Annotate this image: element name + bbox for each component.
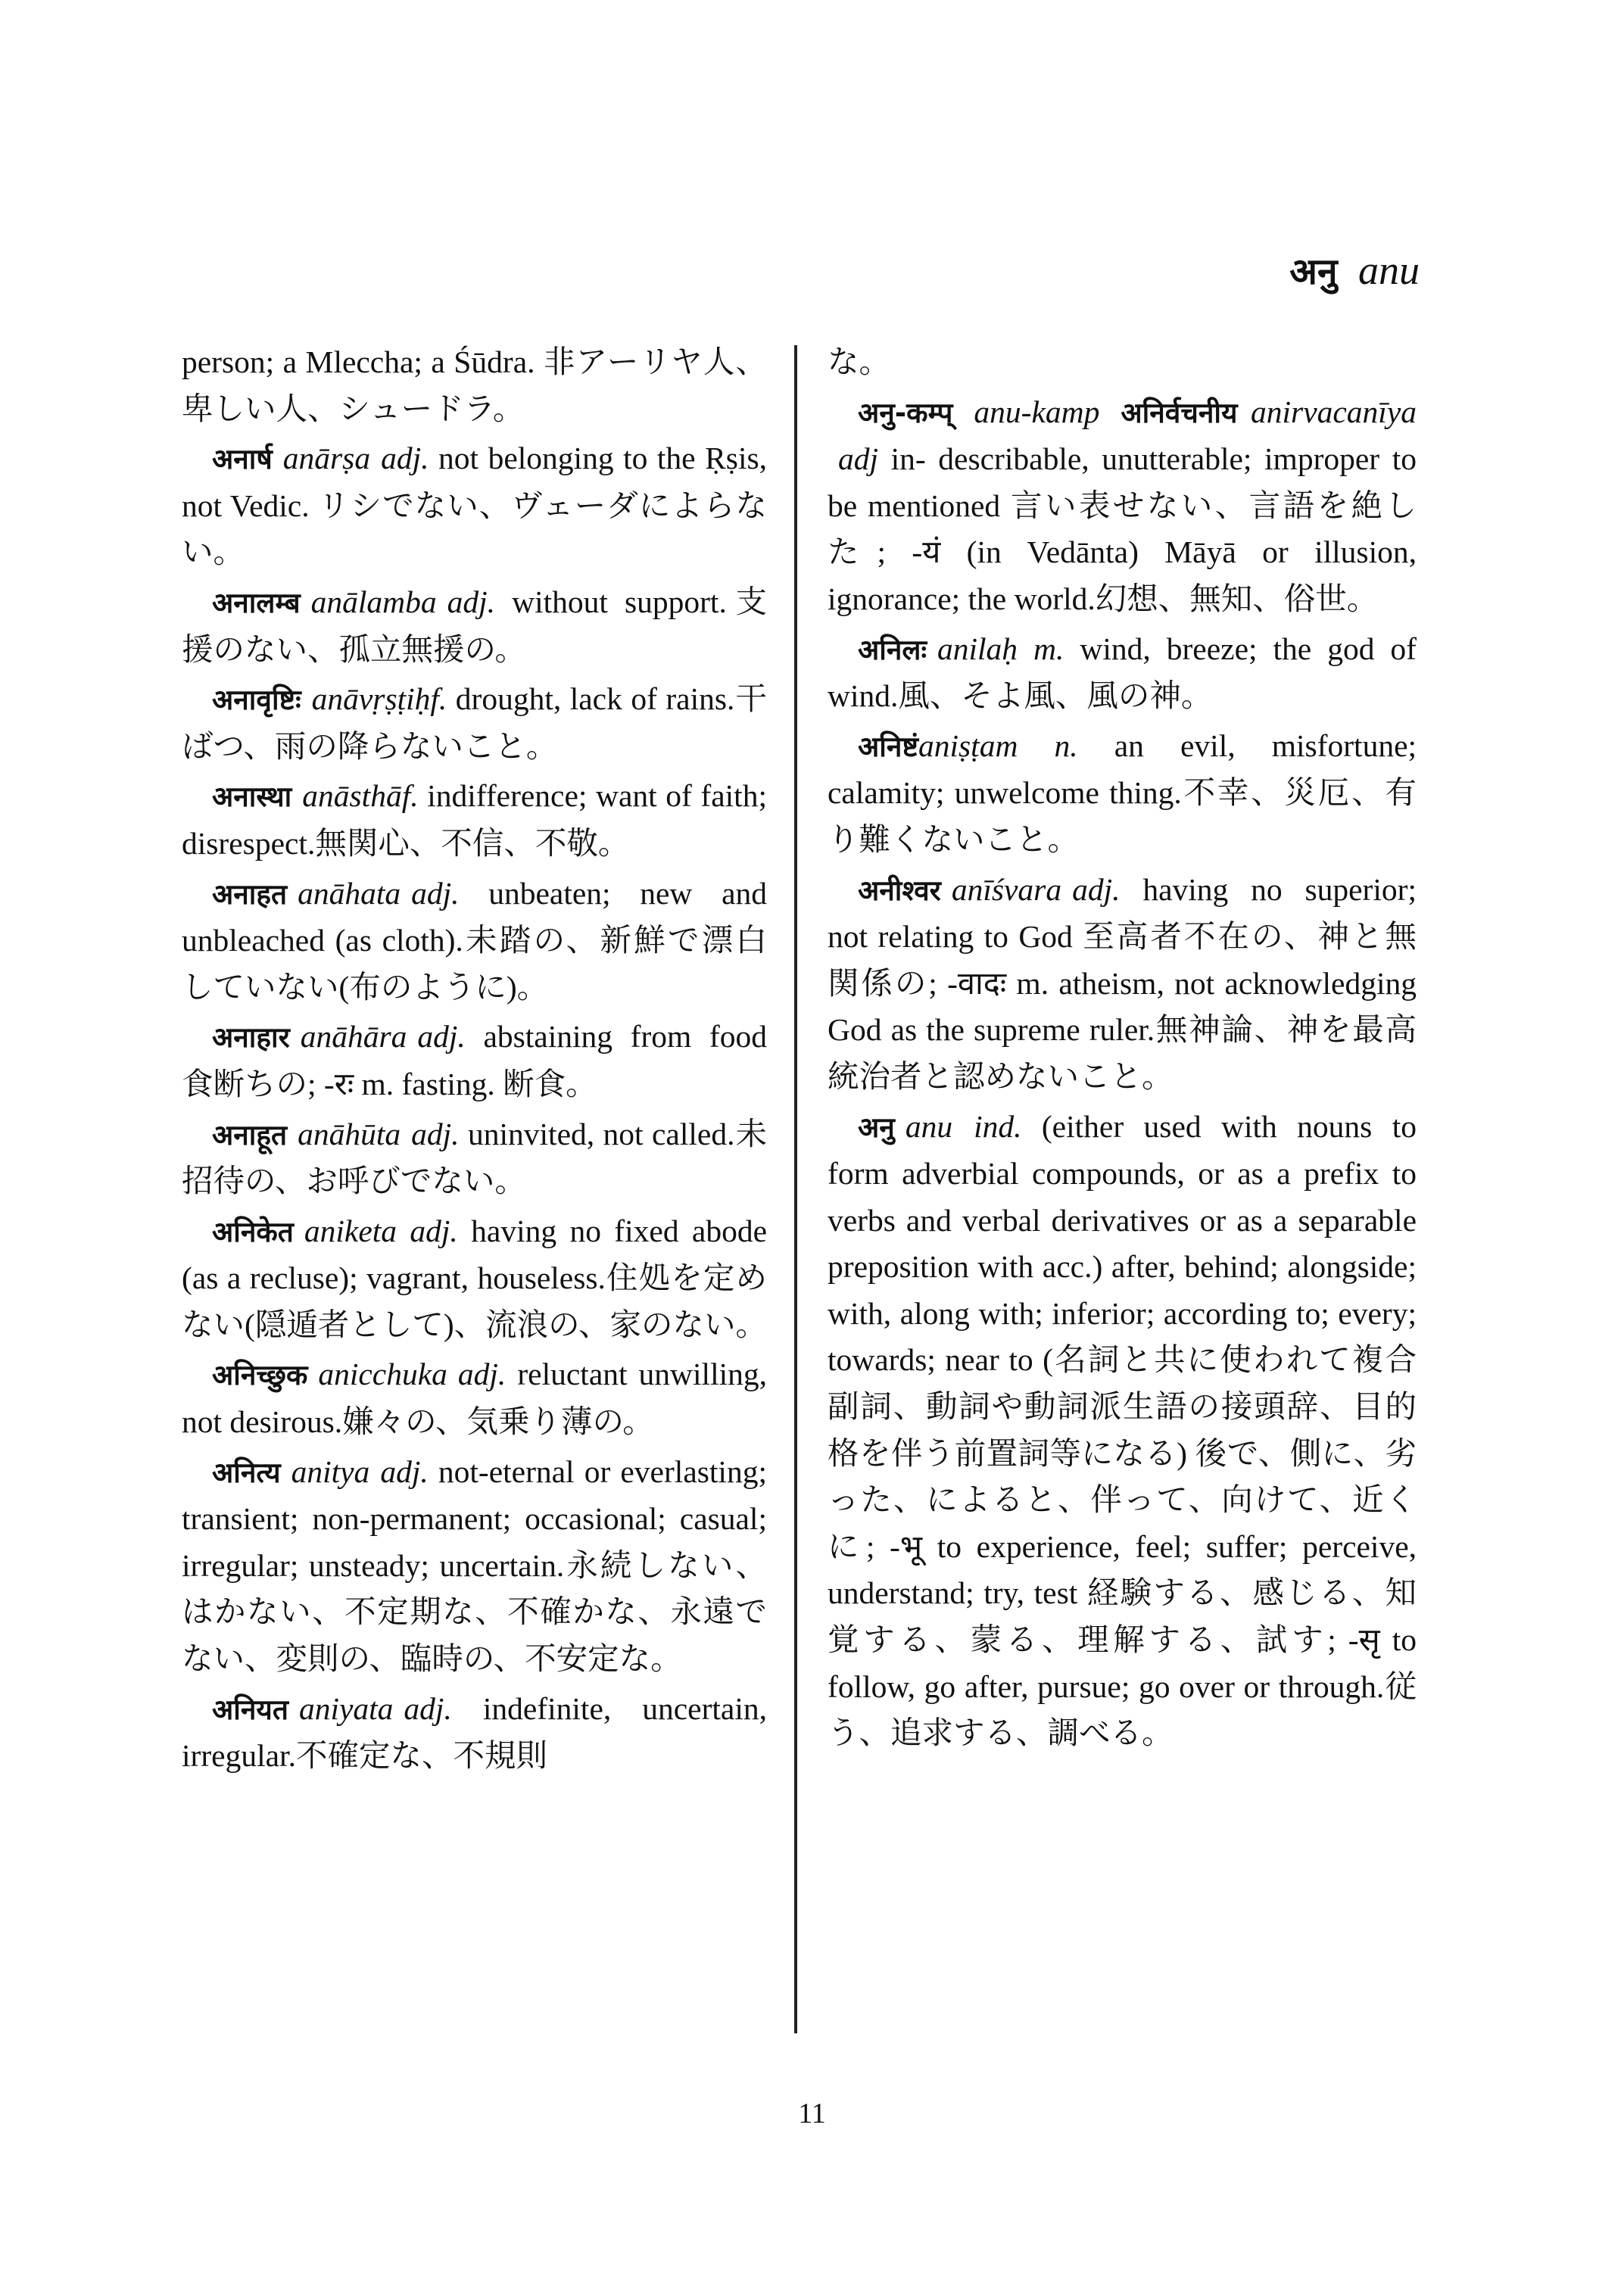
headword-devanagari: अनाहत — [212, 877, 288, 911]
grammar-label: adj. — [1072, 871, 1121, 907]
entry-definition: reluctant unwilling, not desirous.嫌々の、気乗り薄の。 — [182, 1357, 768, 1440]
entry-continuation — [182, 339, 767, 432]
headword-transliteration: aniketa — [304, 1213, 397, 1248]
entry-definition: abstaining from food 食断ちの; -रः m. fasting. 断食。 — [182, 1019, 767, 1101]
entry-definition: unbeaten; new and unbleached (as cloth).未踏の、新鮮で漂白していない(布のように)。 — [182, 875, 767, 1005]
headword-transliteration: anāhata — [298, 875, 401, 911]
headword-devanagari: अनास्था — [212, 780, 292, 814]
headword-devanagari: अनार्ष — [212, 443, 273, 476]
headword-devanagari: अनावृष्टिः — [212, 684, 301, 717]
headword-transliteration: anāvṛṣṭiḥ — [311, 681, 431, 717]
grammar-label: m. — [1033, 631, 1064, 666]
entry-anitya — [182, 1449, 767, 1683]
grammar-label: adj. — [411, 875, 460, 911]
entry-definition: wind, breeze; the god of wind.風、そよ風、風の神。 — [828, 631, 1417, 714]
entry-anastha — [182, 773, 767, 867]
entry-anicchuka — [182, 1351, 767, 1445]
headword-transliteration: anu-kamp — [974, 394, 1100, 429]
entry-definition: having no superior; not relating to God 至高者不在の、神と無関係の; -वादः m. atheism, not acknowledging God as the supreme ruler.無神論、神を最高統治者と認めないこと。 — [828, 871, 1417, 1094]
entry-anavrstih — [182, 676, 767, 770]
headword-devanagari: अनिष्टं — [858, 730, 918, 763]
right-column — [828, 339, 1417, 1760]
headword-transliteration: anāhāra — [300, 1019, 407, 1055]
headword-devanagari: अनिकेत — [212, 1215, 294, 1248]
entry-definition: drought, lack of rains.干ばつ、雨の降らないこと。 — [182, 681, 767, 764]
running-head-latin: anu — [1358, 248, 1420, 293]
entry-definition: in- describable, unutterable; improper to be mentioned 言い表せない、言語を絶した; -यं (in Vedānta) Māyā or illusion, ignorance; the world.幻想、無知、俗世。 — [828, 441, 1417, 616]
grammar-label: adj. — [410, 1213, 458, 1248]
left-column — [182, 339, 767, 1783]
running-head — [1289, 250, 1420, 291]
headword-devanagari: अनिलः — [858, 633, 927, 666]
entry-continuation — [828, 339, 1417, 386]
running-head-devanagari: अनु — [1289, 251, 1338, 293]
grammar-label: adj. — [381, 441, 429, 476]
headword-devanagari: अनित्य — [212, 1456, 281, 1489]
grammar-label: adj. — [404, 1690, 452, 1726]
grammar-label: adj. — [380, 1453, 429, 1489]
headword-devanagari: अनिच्छुक — [212, 1359, 308, 1392]
headword-devanagari: अनाहार — [212, 1021, 290, 1055]
entry-definition: an evil, misfortune; calamity; unwelcome thing.不幸、災厄、有り難くないこと。 — [828, 727, 1417, 857]
headword-transliteration: anāhūta — [298, 1116, 401, 1151]
entry-anahata — [182, 871, 767, 1011]
column-divider — [794, 345, 797, 2033]
headword-transliteration: anu — [905, 1108, 953, 1144]
headword-devanagari-second: अनिर्वचनीय — [1121, 396, 1238, 429]
entry-definition: indifference; want of faith; disrespect.無関心、不信、不敬。 — [182, 778, 767, 861]
grammar-label: adj. — [411, 1116, 460, 1151]
headword-transliteration: anālamba — [310, 584, 437, 619]
grammar-label: adj — [838, 441, 879, 477]
headword-transliteration: anārṣa — [282, 441, 371, 476]
headword-devanagari: अनु-कम्प् — [858, 396, 953, 429]
entry-aniketa — [182, 1208, 767, 1349]
headword-transliteration: aniṣṭam — [918, 727, 1018, 763]
entry-definition: uninvited, not called.未招待の、お呼びでない。 — [182, 1116, 768, 1199]
headword-transliteration: anilaḥ — [937, 631, 1018, 666]
entry-anisvara — [828, 867, 1417, 1101]
headword-transliteration: anicchuka — [318, 1357, 447, 1392]
entry-definition: not-eternal or everlasting; transient; non-permanent; occasional; casual; irregular; unsteady; uncertain.永続しない、はかない、不定期な、不確かな、永遠でない、変則の、臨時の、不安定な。 — [182, 1453, 767, 1677]
headword-transliteration-second: anirvacanīya — [1251, 394, 1417, 429]
grammar-label: adj. — [457, 1357, 507, 1392]
headword-transliteration: anitya — [291, 1453, 370, 1489]
headword-devanagari: अनियत — [212, 1693, 288, 1726]
page-number: 11 — [798, 2098, 826, 2129]
entry-anu-kamp-anirvacaniya — [828, 389, 1417, 623]
entry-definition: indefinite, uncertain, irregular.不確定な、不規則 — [182, 1690, 767, 1774]
grammar-label: ind. — [974, 1108, 1022, 1144]
entry-anahara — [182, 1014, 767, 1108]
headword-transliteration: anāsthā — [302, 778, 402, 814]
grammar-label: f. — [401, 778, 419, 814]
entry-anilah — [828, 626, 1417, 720]
grammar-label: adj. — [447, 584, 496, 619]
headword-transliteration: anīśvara — [951, 871, 1062, 907]
entry-analamba — [182, 579, 767, 673]
headword-devanagari: अनीश्वर — [858, 874, 941, 907]
headword-devanagari: अनालम्ब — [212, 586, 301, 619]
headword-devanagari: अनाहूत — [212, 1118, 288, 1151]
entry-aniyata — [182, 1686, 767, 1780]
grammar-label: n. — [1054, 727, 1078, 763]
entry-definition: な。 — [828, 344, 891, 379]
entry-anahuta — [182, 1111, 767, 1205]
entry-definition: (either used with nouns to form adverbial compounds, or as a prefix to verbs and verbal derivatives or as a separable preposition with acc.) after, behind; alongside; with, along with; inferior; according to; every; towards; near to (名詞と共に使われて複合副詞、動詞や動詞派生語の接頭辞、目的格を伴う前置詞等になる) 後で、側に、劣った、によると、伴って、向けて、近くに; -भू to experience, feel; suffer; perceive, understand; try, test 経験する、感じる、知覚する、蒙る、理解する、試す; -सृ to follow, go after, pursue; go over or through.従う、追求する、調べる。 — [828, 1108, 1417, 1751]
entry-anistam — [828, 723, 1417, 864]
headword-transliteration: aniyata — [298, 1690, 394, 1726]
entry-definition: having no fixed abode (as a recluse); vagrant, houseless.住処を定めない(隠遁者として)、流浪の、家のない。 — [182, 1213, 767, 1342]
entry-definition: without support.支援のない、孤立無援の。 — [182, 584, 768, 667]
grammar-label: f. — [430, 681, 447, 717]
entry-anarsa — [182, 435, 767, 576]
entry-anu — [828, 1104, 1417, 1757]
grammar-label: adj. — [417, 1019, 466, 1055]
entry-definition: person; a Mleccha; a Śūdra. 非アーリヤ人、卑しい人、シュードラ。 — [182, 344, 767, 426]
entry-definition: not belonging to the Ṛṣis, not Vedic. リシでない、ヴェーダによらない。 — [182, 441, 768, 570]
headword-devanagari: अनु — [858, 1111, 895, 1144]
